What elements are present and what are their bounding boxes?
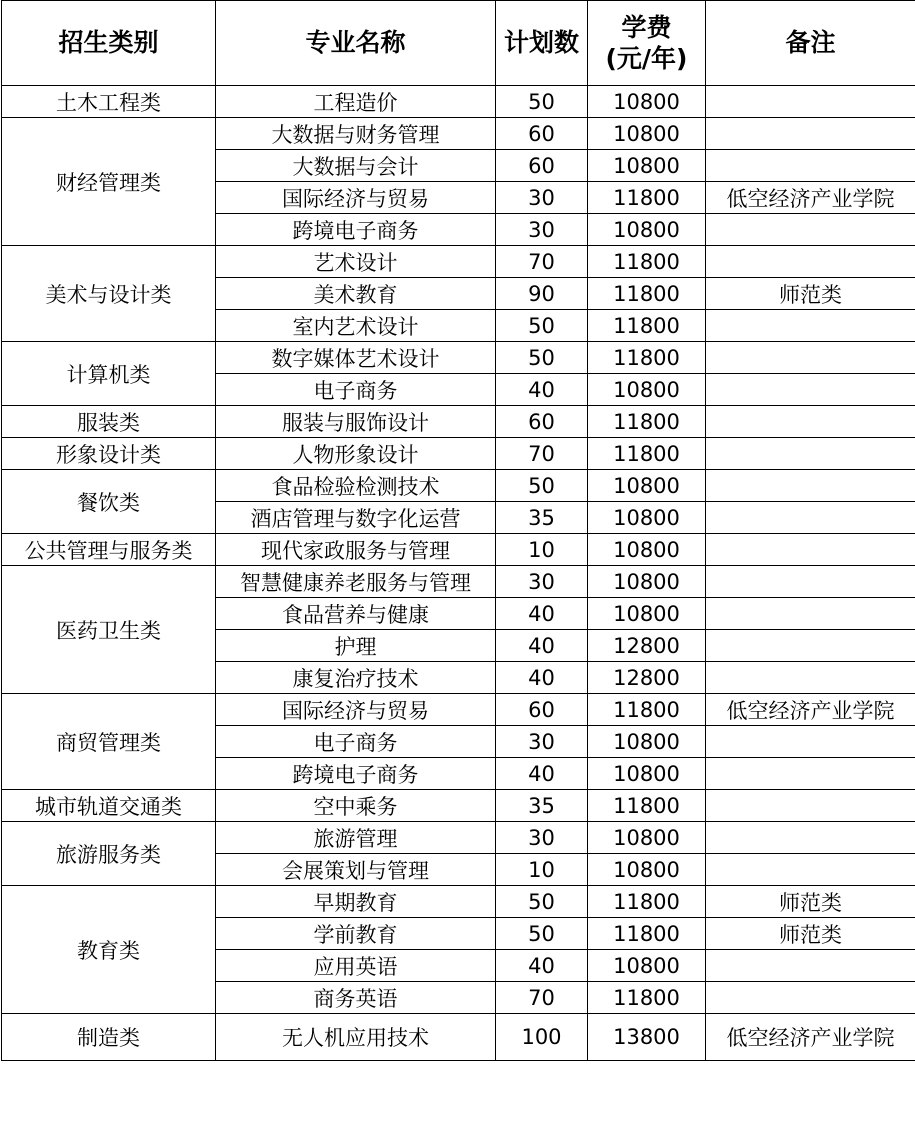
major-cell: 大数据与会计 (216, 150, 496, 182)
tuition-cell: 10800 (588, 822, 706, 854)
tuition-cell: 13800 (588, 1014, 706, 1061)
major-cell: 应用英语 (216, 950, 496, 982)
note-cell (706, 342, 915, 374)
major-cell: 国际经济与贸易 (216, 694, 496, 726)
note-cell (706, 662, 915, 694)
note-cell (706, 566, 915, 598)
note-cell (706, 502, 915, 534)
major-cell: 艺术设计 (216, 246, 496, 278)
table-row (2, 790, 915, 822)
plan-count-cell: 40 (496, 374, 588, 406)
note-cell (706, 598, 915, 630)
major-cell: 电子商务 (216, 726, 496, 758)
major-cell: 旅游管理 (216, 822, 496, 854)
tuition-cell: 10800 (588, 726, 706, 758)
plan-count-cell: 40 (496, 630, 588, 662)
note-cell (706, 438, 915, 470)
table-row (2, 886, 915, 918)
note-cell (706, 374, 915, 406)
major-cell: 现代家政服务与管理 (216, 534, 496, 566)
note-cell (706, 758, 915, 790)
major-cell: 无人机应用技术 (216, 1014, 496, 1061)
major-cell: 电子商务 (216, 374, 496, 406)
tuition-cell: 11800 (588, 342, 706, 374)
plan-count-cell: 60 (496, 694, 588, 726)
note-cell (706, 214, 915, 246)
category-cell: 形象设计类 (2, 438, 216, 470)
tuition-cell: 10800 (588, 470, 706, 502)
tuition-cell: 10800 (588, 950, 706, 982)
tuition-cell: 10800 (588, 598, 706, 630)
tuition-cell: 11800 (588, 694, 706, 726)
note-cell: 低空经济产业学院 (706, 694, 915, 726)
major-cell: 酒店管理与数字化运营 (216, 502, 496, 534)
table-row (2, 566, 915, 598)
table-row (2, 406, 915, 438)
tuition-cell: 10800 (588, 374, 706, 406)
note-cell: 师范类 (706, 918, 915, 950)
note-cell (706, 534, 915, 566)
major-cell: 智慧健康养老服务与管理 (216, 566, 496, 598)
tuition-cell: 12800 (588, 662, 706, 694)
major-cell: 工程造价 (216, 86, 496, 118)
plan-count-cell: 30 (496, 182, 588, 214)
note-cell (706, 822, 915, 854)
table-row (2, 118, 915, 150)
plan-count-cell: 50 (496, 918, 588, 950)
header-note: 备注 (706, 1, 915, 86)
header-major: 专业名称 (216, 1, 496, 86)
major-cell: 食品检验检测技术 (216, 470, 496, 502)
major-cell: 国际经济与贸易 (216, 182, 496, 214)
note-cell (706, 470, 915, 502)
category-cell: 城市轨道交通类 (2, 790, 216, 822)
category-cell: 财经管理类 (2, 118, 216, 246)
note-cell (706, 406, 915, 438)
note-cell (706, 790, 915, 822)
tuition-cell: 11800 (588, 310, 706, 342)
tuition-cell: 10800 (588, 118, 706, 150)
table-row (2, 86, 915, 118)
plan-count-cell: 60 (496, 150, 588, 182)
plan-count-cell: 50 (496, 310, 588, 342)
tuition-cell: 11800 (588, 982, 706, 1014)
category-cell: 土木工程类 (2, 86, 216, 118)
major-cell: 食品营养与健康 (216, 598, 496, 630)
plan-count-cell: 60 (496, 118, 588, 150)
enrollment-plan-table (1, 0, 915, 1061)
plan-count-cell: 50 (496, 86, 588, 118)
tuition-cell: 11800 (588, 886, 706, 918)
note-cell (706, 630, 915, 662)
note-cell: 低空经济产业学院 (706, 182, 915, 214)
table-body (2, 86, 915, 1061)
category-cell: 餐饮类 (2, 470, 216, 534)
category-cell: 公共管理与服务类 (2, 534, 216, 566)
header-tuition (588, 1, 706, 86)
tuition-cell: 10800 (588, 758, 706, 790)
major-cell: 大数据与财务管理 (216, 118, 496, 150)
plan-count-cell: 40 (496, 758, 588, 790)
tuition-cell: 11800 (588, 182, 706, 214)
plan-count-cell: 35 (496, 790, 588, 822)
note-cell (706, 86, 915, 118)
table-row (2, 822, 915, 854)
header-row (2, 1, 915, 86)
note-cell (706, 246, 915, 278)
major-cell: 会展策划与管理 (216, 854, 496, 886)
major-cell: 早期教育 (216, 886, 496, 918)
table-row (2, 694, 915, 726)
note-cell (706, 726, 915, 758)
tuition-cell: 11800 (588, 790, 706, 822)
table-row (2, 1014, 915, 1061)
tuition-cell: 11800 (588, 918, 706, 950)
major-cell: 室内艺术设计 (216, 310, 496, 342)
header-category: 招生类别 (2, 1, 216, 86)
note-cell (706, 310, 915, 342)
note-cell (706, 150, 915, 182)
header-tuition-line2: (元/年) (605, 44, 688, 73)
table-row (2, 438, 915, 470)
table-row (2, 470, 915, 502)
tuition-cell: 11800 (588, 438, 706, 470)
tuition-cell: 11800 (588, 406, 706, 438)
category-cell: 服装类 (2, 406, 216, 438)
note-cell (706, 950, 915, 982)
plan-count-cell: 10 (496, 534, 588, 566)
note-cell: 师范类 (706, 278, 915, 310)
plan-count-cell: 40 (496, 950, 588, 982)
tuition-cell: 11800 (588, 278, 706, 310)
tuition-cell: 10800 (588, 854, 706, 886)
header-tuition-line1: 学费 (621, 12, 672, 42)
plan-count-cell: 70 (496, 246, 588, 278)
category-cell: 制造类 (2, 1014, 216, 1061)
plan-count-cell: 70 (496, 438, 588, 470)
major-cell: 空中乘务 (216, 790, 496, 822)
header-plan-count: 计划数 (496, 1, 588, 86)
major-cell: 人物形象设计 (216, 438, 496, 470)
tuition-cell: 10800 (588, 214, 706, 246)
tuition-cell: 10800 (588, 86, 706, 118)
plan-count-cell: 70 (496, 982, 588, 1014)
tuition-cell: 11800 (588, 246, 706, 278)
category-cell: 美术与设计类 (2, 246, 216, 342)
major-cell: 护理 (216, 630, 496, 662)
plan-count-cell: 50 (496, 342, 588, 374)
plan-count-cell: 30 (496, 566, 588, 598)
category-cell: 教育类 (2, 886, 216, 1014)
note-cell: 师范类 (706, 886, 915, 918)
note-cell (706, 982, 915, 1014)
tuition-cell: 10800 (588, 502, 706, 534)
plan-count-cell: 10 (496, 854, 588, 886)
major-cell: 商务英语 (216, 982, 496, 1014)
plan-count-cell: 30 (496, 822, 588, 854)
plan-count-cell: 40 (496, 598, 588, 630)
plan-count-cell: 90 (496, 278, 588, 310)
category-cell: 计算机类 (2, 342, 216, 406)
plan-count-cell: 30 (496, 726, 588, 758)
table-row (2, 342, 915, 374)
tuition-cell: 10800 (588, 566, 706, 598)
table-row (2, 534, 915, 566)
major-cell: 美术教育 (216, 278, 496, 310)
category-cell: 医药卫生类 (2, 566, 216, 694)
note-cell: 低空经济产业学院 (706, 1014, 915, 1061)
plan-count-cell: 60 (496, 406, 588, 438)
table-row (2, 246, 915, 278)
category-cell: 商贸管理类 (2, 694, 216, 790)
category-cell: 旅游服务类 (2, 822, 216, 886)
tuition-cell: 10800 (588, 150, 706, 182)
plan-count-cell: 35 (496, 502, 588, 534)
major-cell: 康复治疗技术 (216, 662, 496, 694)
note-cell (706, 854, 915, 886)
plan-count-cell: 30 (496, 214, 588, 246)
tuition-cell: 10800 (588, 534, 706, 566)
major-cell: 学前教育 (216, 918, 496, 950)
major-cell: 服装与服饰设计 (216, 406, 496, 438)
major-cell: 跨境电子商务 (216, 758, 496, 790)
major-cell: 数字媒体艺术设计 (216, 342, 496, 374)
plan-count-cell: 50 (496, 886, 588, 918)
note-cell (706, 118, 915, 150)
major-cell: 跨境电子商务 (216, 214, 496, 246)
plan-count-cell: 100 (496, 1014, 588, 1061)
tuition-cell: 12800 (588, 630, 706, 662)
plan-count-cell: 50 (496, 470, 588, 502)
plan-count-cell: 40 (496, 662, 588, 694)
